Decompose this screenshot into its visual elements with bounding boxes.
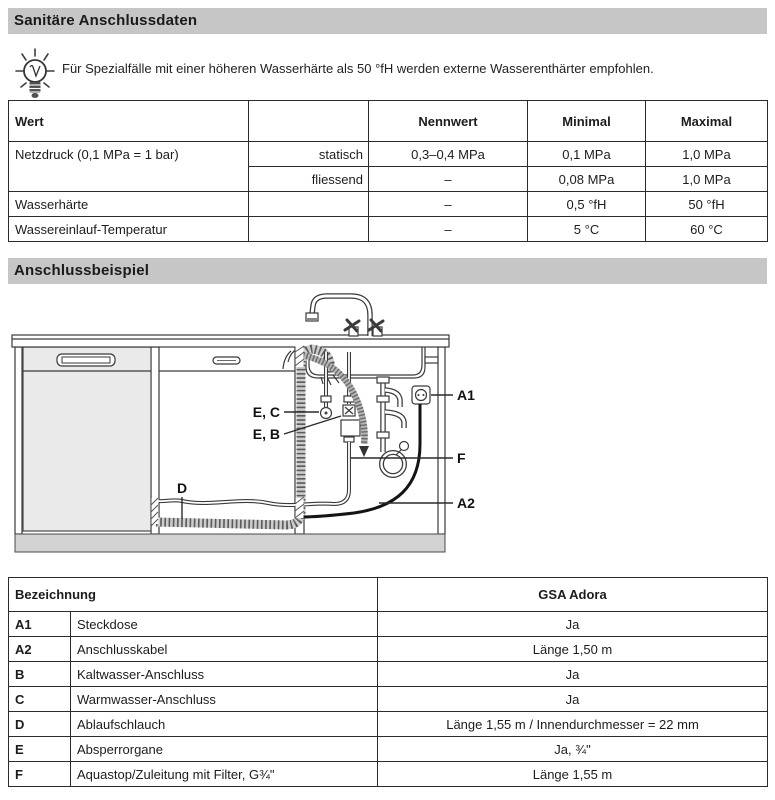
dishwasher — [23, 347, 151, 531]
row-label-wasserhaerte: Wasserhärte — [9, 192, 249, 217]
cell-maximal: 50 °fH — [646, 192, 768, 217]
cell-maximal: 1,0 MPa — [646, 167, 768, 192]
cell-name: Ablaufschlauch — [71, 712, 378, 737]
row-label-netzdruck: Netzdruck (0,1 MPa = 1 bar) — [9, 142, 249, 192]
section-header-anschlussbeispiel: Anschlussbeispiel — [8, 258, 767, 284]
plinth — [15, 534, 445, 552]
label-a2: A2 — [457, 495, 475, 511]
table-row — [9, 142, 768, 167]
inlet-hose — [303, 355, 369, 457]
col-header-blank — [249, 101, 369, 142]
label-e-c: E, C — [252, 404, 280, 420]
cell-name: Anschlusskabel — [71, 637, 378, 662]
cell-maximal: 60 °C — [646, 217, 768, 242]
cell-value: Ja — [378, 612, 768, 637]
table-row — [9, 662, 768, 687]
label-e-b: E, B — [252, 426, 280, 442]
col-header-wert: Wert — [9, 101, 249, 142]
tip-text: Für Spezialfälle mit einer höheren Wasserhärte als 50 °fH werden externe Wasserenthärter empfohlen. — [62, 61, 654, 76]
installation-diagram — [0, 285, 775, 565]
cell-value: Ja — [378, 687, 768, 712]
col-header-gsa-adora: GSA Adora — [378, 578, 768, 612]
cell-name: Warmwasser-Anschluss — [71, 687, 378, 712]
col-header-minimal: Minimal — [528, 101, 646, 142]
left-side-wall — [15, 347, 22, 534]
cell-key: F — [9, 762, 71, 787]
label-a1: A1 — [457, 387, 475, 403]
table-row — [9, 637, 768, 662]
table-row — [9, 762, 768, 787]
overflow-pipe — [425, 357, 438, 363]
col-header-maximal: Maximal — [646, 101, 768, 142]
cell-key: B — [9, 662, 71, 687]
cell-nennwert: – — [369, 192, 528, 217]
cell-name: Steckdose — [71, 612, 378, 637]
countertop — [12, 335, 449, 347]
table-row — [9, 612, 768, 637]
sub-label-fliessend: fliessend — [249, 167, 369, 192]
cell-value: Länge 1,50 m — [378, 637, 768, 662]
cell-minimal: 0,5 °fH — [528, 192, 646, 217]
cell-value: Ja, ¾" — [378, 737, 768, 762]
cell-key: A1 — [9, 612, 71, 637]
cell-key: D — [9, 712, 71, 737]
col-header-bezeichnung: Bezeichnung — [9, 578, 378, 612]
cell-minimal: 0,1 MPa — [528, 142, 646, 167]
lightbulb-icon — [11, 44, 61, 102]
faucet — [306, 296, 383, 336]
connection-values-table — [8, 100, 768, 242]
cell-name: Aquastop/Zuleitung mit Filter, G¾" — [71, 762, 378, 787]
row-label-temperatur: Wassereinlauf-Temperatur — [9, 217, 249, 242]
cell-blank — [249, 192, 369, 217]
sub-label-statisch: statisch — [249, 142, 369, 167]
cell-value: Länge 1,55 m — [378, 762, 768, 787]
hose-end-tip — [359, 446, 369, 457]
cell-name: Absperrorgane — [71, 737, 378, 762]
table-row — [9, 737, 768, 762]
cell-minimal: 5 °C — [528, 217, 646, 242]
section-header-sanitaere-anschlussdaten: Sanitäre Anschlussdaten — [8, 8, 767, 34]
label-d: D — [176, 480, 188, 496]
cell-maximal: 1,0 MPa — [646, 142, 768, 167]
cell-nennwert: 0,3–0,4 MPa — [369, 142, 528, 167]
trap-cleanout-cap — [400, 442, 409, 451]
table-row — [9, 712, 768, 737]
cell-key: A2 — [9, 637, 71, 662]
cell-minimal: 0,08 MPa — [528, 167, 646, 192]
cell-nennwert: – — [369, 217, 528, 242]
cell-key: C — [9, 687, 71, 712]
cell-name: Kaltwasser-Anschluss — [71, 662, 378, 687]
table-row — [9, 217, 768, 242]
drain-pipework — [377, 377, 409, 476]
middle-cabinet — [159, 357, 295, 371]
table-row — [9, 687, 768, 712]
cell-blank — [249, 217, 369, 242]
table-row — [9, 192, 768, 217]
label-f: F — [457, 450, 466, 466]
power-outlet — [412, 386, 430, 404]
drain-hose — [156, 349, 339, 525]
dishwasher-handle — [57, 354, 115, 366]
cell-nennwert: – — [369, 167, 528, 192]
cell-key: E — [9, 737, 71, 762]
right-side-wall — [438, 347, 445, 534]
aquastop-box — [341, 420, 360, 436]
col-header-nennwert: Nennwert — [369, 101, 528, 142]
legend-table — [8, 577, 768, 787]
cell-value: Ja — [378, 662, 768, 687]
cell-value: Länge 1,55 m / Innendurchmesser = 22 mm — [378, 712, 768, 737]
